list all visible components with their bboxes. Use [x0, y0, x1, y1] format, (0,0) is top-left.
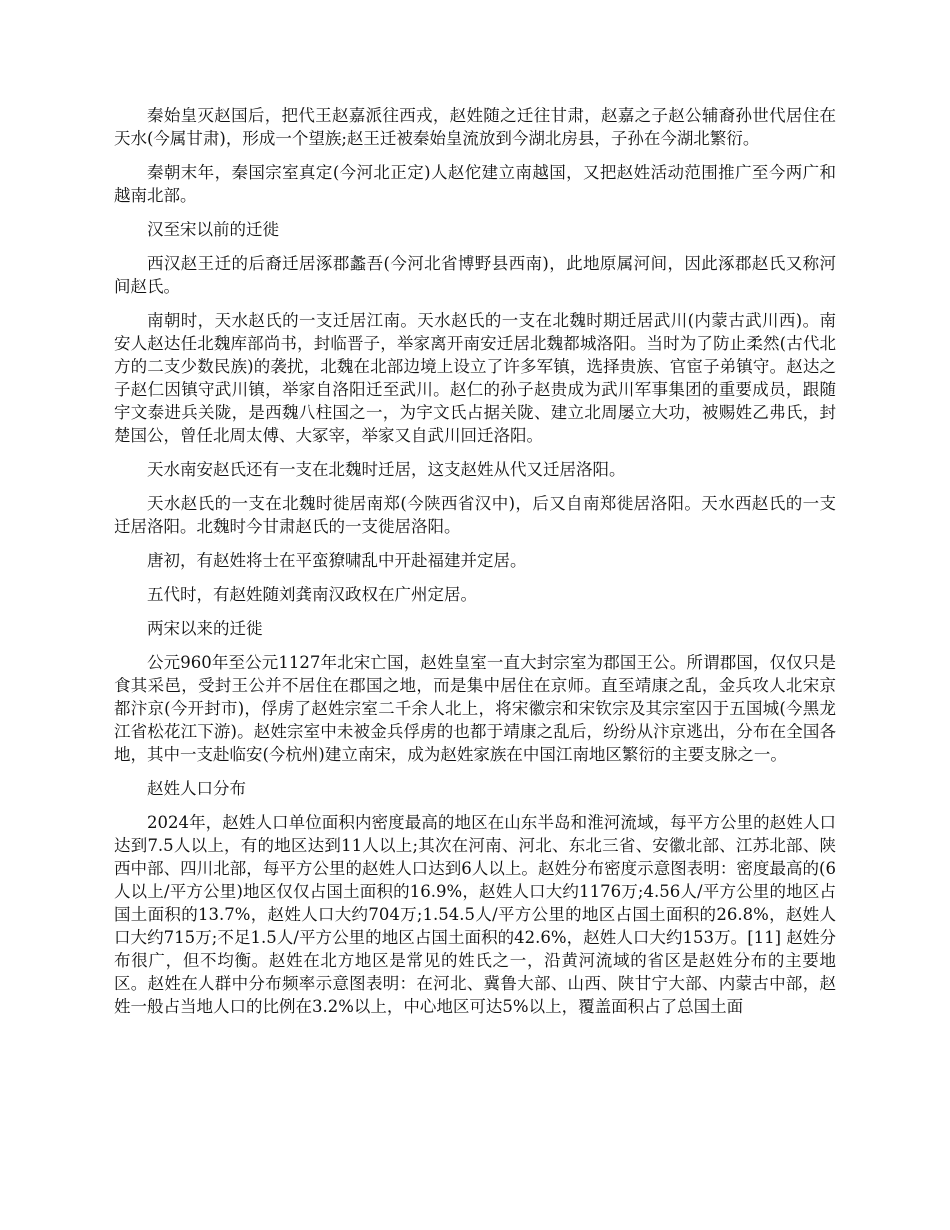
- paragraph-northern-song: 公元960年至公元1127年北宋亡国，赵姓皇室一直大封宗室为郡国王公。所谓郡国，仅仅只是食其采邑，受封王公并不居住在郡国之地，而是集中居住在京师。直至靖康之乱，金兵攻人北宋京都汴京(今开封市)，俘虏了赵姓宗室二千余人北上，将宋徽宗和宋钦宗及其宗室囚于五国城(今黑龙江省松花江下游)。赵姓宗室中未被金兵俘虏的也都于靖康之乱后，纷纷从汴京逃出，分布在全国各地，其中一支赴临安(今杭州)建立南宋，成为赵姓家族在中国江南地区繁衍的主要支脉之一。: [114, 653, 836, 764]
- paragraph-southern-dynasties: 南朝时，天水赵氏的一支迁居江南。天水赵氏的一支在北魏时期迁居武川(内蒙古武川西)。南安人赵达任北魏库部尚书，封临晋子，举家离开南安迁居北魏都城洛阳。当时为了防止柔然(古代北方的二支少数民族)的袭扰，北魏在北部边境上设立了许多军镇，选择贵族、官宦子弟镇守。赵达之子赵仁因镇守武川镇，举家自洛阳迁至武川。赵仁的孙子赵贵成为武川军事集团的重要成员，跟随宇文泰进兵关陇，是西魏八柱国之一，为宇文氏占据关陇、建立北周屡立大功，被赐姓乙弗氏，封楚国公，曾任北周太傅、大冢宰，举家又自武川回迁洛阳。: [114, 311, 836, 445]
- paragraph-nanzheng: 天水赵氏的一支在北魏时徙居南郑(今陕西省汉中)，后又自南郑徙居洛阳。天水西赵氏的一支迁居洛阳。北魏时今甘肃赵氏的一支徙居洛阳。: [114, 494, 836, 536]
- paragraph-nanan-zhao: 天水南安赵氏还有一支在北魏时迁居，这支赵姓从代又迁居洛阳。: [147, 460, 626, 479]
- document-body: [114, 104, 836, 1029]
- paragraph-nanyue: 秦朝末年，秦国宗室真定(今河北正定)人赵佗建立南越国，又把赵姓活动范围推广至今两广和越南北部。: [114, 163, 836, 205]
- paragraph-population-2024: 2024年，赵姓人口单位面积内密度最高的地区在山东半岛和淮河流域，每平方公里的赵姓人口达到7.5人以上，有的地区达到11人以上;其次在河南、河北、东北三省、安徽北部、江苏北部、陕西中部、四川北部，每平方公里的赵姓人口达到6人以上。赵姓分布密度示意图表明：密度最高的(6人以上/平方公里)地区仅仅占国土面积的16.9%，赵姓人口大约1176万;4.56人/平方公里的地区占国土面积的13.7%，赵姓人口大约704万;1.54.5人/平方公里的地区占国土面积的26.8%，赵姓人口大约715万;不足1.5人/平方公里的地区占国土面积的42.6%，赵姓人口大约153万。[11] 赵姓分布很广，但不均衡。赵姓在北方地区是常见的姓氏之一，沿黄河流域的省区是赵姓分布的主要地区。赵姓在人群中分布频率示意图表明：在河北、冀鲁大部、山西、陕甘宁大部、内蒙古中部，赵姓一般占当地人口的比例在3.2%以上，中心地区可达5%以上，覆盖面积占了总国土面: [114, 813, 836, 1016]
- paragraph-five-dynasties: 五代时，有赵姓随刘龚南汉政权在广州定居。: [147, 585, 477, 604]
- section-heading-han-to-song: 汉至宋以前的迁徙: [147, 220, 279, 239]
- paragraph-qin-migration: 秦始皇灭赵国后，把代王赵嘉派往西戎，赵姓随之迁往甘肃，赵嘉之子赵公辅裔孙世代居住在天水(今属甘肃)，形成一个望族;赵王迁被秦始皇流放到今湖北房县，子孙在今湖北繁衍。: [114, 106, 836, 148]
- paragraph-hejian-zhao: 西汉赵王迁的后裔迁居涿郡蠡吾(今河北省博野县西南)，此地原属河间，因此涿郡赵氏又称河间赵氏。: [114, 254, 836, 296]
- section-heading-population: 赵姓人口分布: [147, 779, 246, 798]
- section-heading-song-onward: 两宋以来的迁徙: [147, 619, 263, 638]
- paragraph-tang-fujian: 唐初，有赵姓将士在平蛮獠啸乱中开赴福建并定居。: [147, 551, 527, 570]
